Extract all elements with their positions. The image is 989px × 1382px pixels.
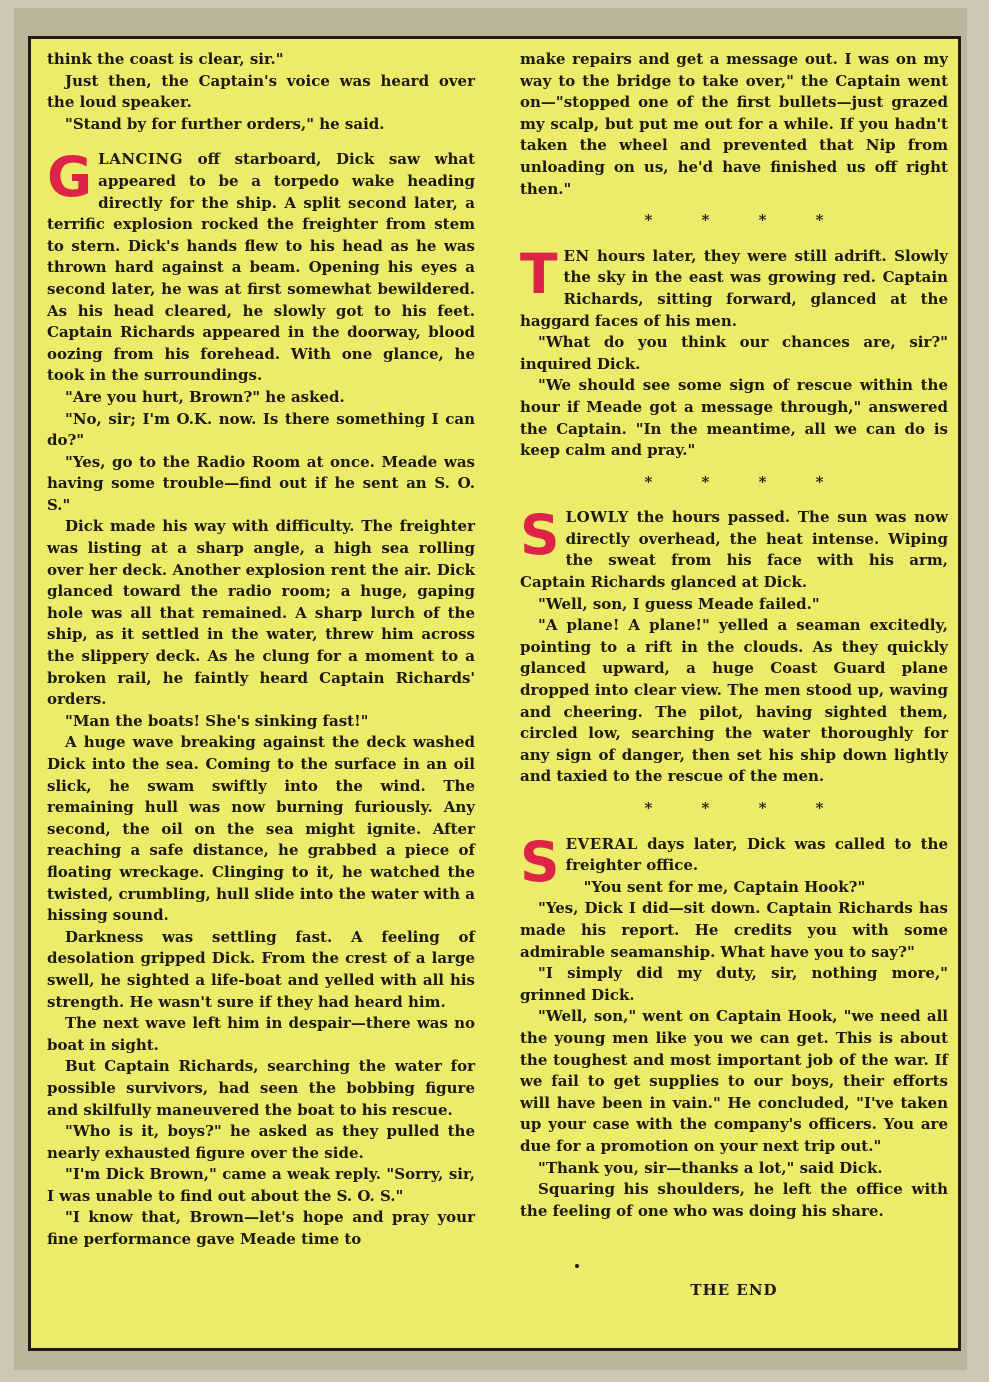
- lead-in-word: LOWLY: [565, 508, 629, 527]
- story-paragraph: "Yes, go to the Radio Room at once. Meade was having some trouble—find out if he sent an S. O. S.": [47, 452, 475, 514]
- story-paragraph: Just then, the Captain's voice was heard over the loud speaker.: [47, 71, 475, 112]
- story-paragraph: "Thank you, sir—thanks a lot," said Dick.: [538, 1158, 883, 1177]
- drop-cap-letter: S: [520, 503, 560, 568]
- story-paragraph: Darkness was settling fast. A feeling of desolation gripped Dick. From the crest of a large swell, he sighted a life-boat and yelled with all his strength. He wasn't sure if they had heard him.: [47, 927, 475, 1011]
- story-paragraph: "A plane! A plane!" yelled a seaman excitedly, pointing to a rift in the clouds. As they quickly glanced upward, a huge Coast Guard plane dropped into clear view. The men stood up, waving and cheering. The pilot, having sighted them, circled low, searching the water thoroughly for any sign of danger, then set his ship down lightly and taxied to the rescue of the men.: [520, 616, 948, 786]
- text-page-panel: [28, 36, 961, 1351]
- story-paragraph: "What do you think our chances are, sir?" inquired Dick.: [520, 333, 948, 373]
- story-paragraph: Dick made his way with difficulty. The freighter was listing at a sharp angle, a high sea rolling over her deck. Another explosion rent the air. Dick glanced toward the radio room; a huge, gaping hole was all that remained. A sharp lurch of the ship, as it settled in the water, threw him across the slippery deck. As he clung for a moment to a broken rail, he faintly heard Captain Richards' orders.: [47, 517, 475, 709]
- story-paragraph: "Well, son," went on Captain Hook, "we need all the young men like you we can get. This is about the toughest and most important job of the war. If we fail to get supplies to our boys, their efforts will have been in vain." He concluded, "I've taken up your case with the company's officers. You are due for a promotion on your next trip out.": [520, 1007, 948, 1155]
- story-paragraph: "No, sir; I'm O.K. now. Is there something I can do?": [47, 409, 475, 450]
- section-paragraph: [520, 241, 948, 332]
- drop-cap-letter: T: [520, 241, 558, 306]
- paragraph-text: hours later, they were still adrift. Slowly the sky in the east was growing red. Captain Richards, sitting forward, glanced at the haggard faces of his men.: [520, 246, 948, 330]
- story-paragraph: But Captain Richards, searching the water for possible survivors, had seen the bobbing figure and skilfully maneuvered the boat to his rescue.: [47, 1057, 475, 1119]
- story-paragraph: "Stand by for further orders," he said.: [65, 114, 385, 133]
- story-paragraph: A huge wave breaking against the deck washed Dick into the sea. Coming to the surface in an oil slick, he swam swiftly into the wind. The remaining hull was now burning furiously. Any second, the oil on the sea might ignite. After reaching a safe distance, he grabbed a piece of floating wreckage. Clinging to it, he watched the twisted, crumbling, hull slide into the water with a hissing sound.: [47, 733, 475, 925]
- story-paragraph: Squaring his shoulders, he left the office with the feeling of one who was doing his share.: [520, 1180, 948, 1220]
- ink-dot: [575, 1264, 579, 1268]
- lead-in-word: EN: [563, 246, 590, 265]
- story-paragraph: "Are you hurt, Brown?" he asked.: [65, 387, 345, 406]
- section-paragraph: [47, 145, 475, 387]
- section-separator-stars: * * * *: [644, 472, 846, 491]
- drop-cap-letter: G: [47, 145, 93, 210]
- story-paragraph: "I'm Dick Brown," came a weak reply. "Sorry, sir, I was unable to find out about the S. O. S.": [47, 1165, 475, 1205]
- story-paragraph: "Well, son, I guess Meade failed.": [538, 594, 820, 613]
- left-column: [47, 49, 475, 1251]
- story-paragraph: "Who is it, boys?" he asked as they pulled the nearly exhausted figure over the side.: [47, 1122, 475, 1162]
- lead-in-word: LANCING: [98, 150, 184, 169]
- the-end-label: THE END: [690, 1281, 778, 1300]
- story-paragraph: "I simply did my duty, sir, nothing more," grinned Dick.: [520, 964, 948, 1004]
- story-paragraph: "We should see some sign of rescue within the hour if Meade got a message through," answered the Captain. "In the meantime, all we can do is keep calm and pray.": [520, 376, 948, 460]
- story-paragraph: "I know that, Brown—let's hope and pray your fine performance gave Meade time to: [47, 1208, 475, 1249]
- story-paragraph: "Yes, Dick I did—sit down. Captain Richards has made his report. He credits you with some admirable seamanship. What have you to say?": [520, 899, 948, 961]
- story-paragraph: "Man the boats! She's sinking fast!": [65, 711, 369, 730]
- story-paragraph: make repairs and get a message out. I was on my way to the bridge to take over," the Captain went on—"stopped one of the first bullets—just grazed my scalp, but put me out for a while. If you hadn't taken the wheel and prevented that Nip from unloading on us, he'd have finished us off right then.": [520, 50, 948, 198]
- story-paragraph: The next wave left him in despair—there was no boat in sight.: [47, 1014, 475, 1054]
- paragraph-text: days later, Dick was called to the freighter office.: [565, 834, 948, 875]
- story-paragraph: "You sent for me, Captain Hook?": [583, 877, 866, 896]
- story-paragraph: think the coast is clear, sir.": [47, 50, 284, 68]
- drop-cap-letter: S: [520, 829, 560, 894]
- paragraph-text: the hours passed. The sun was now directly overhead, the heat intense. Wiping the sweat from his face with his arm, Captain Richards glanced at Dick.: [520, 508, 948, 592]
- section-separator-stars: * * * *: [644, 799, 846, 817]
- section-paragraph: [520, 503, 948, 593]
- section-separator-stars: * * * *: [644, 211, 846, 230]
- lead-in-word: EVERAL: [565, 834, 638, 853]
- paragraph-text: off starboard, Dick saw what appeared to be a torpedo wake heading directly for the ship. A split second later, a terrific explosion rocked the freighter from stem to stern. Dick's hands flew to his head as he was thrown hard against a beam. Opening his eyes a second later, he was at first somewhat bewildered. As his head cleared, he slowly got to his feet. Captain Richards appeared in the doorway, blood oozing from his forehead. With one glance, he took in the surroundings.: [47, 150, 475, 385]
- right-column: [520, 49, 948, 1302]
